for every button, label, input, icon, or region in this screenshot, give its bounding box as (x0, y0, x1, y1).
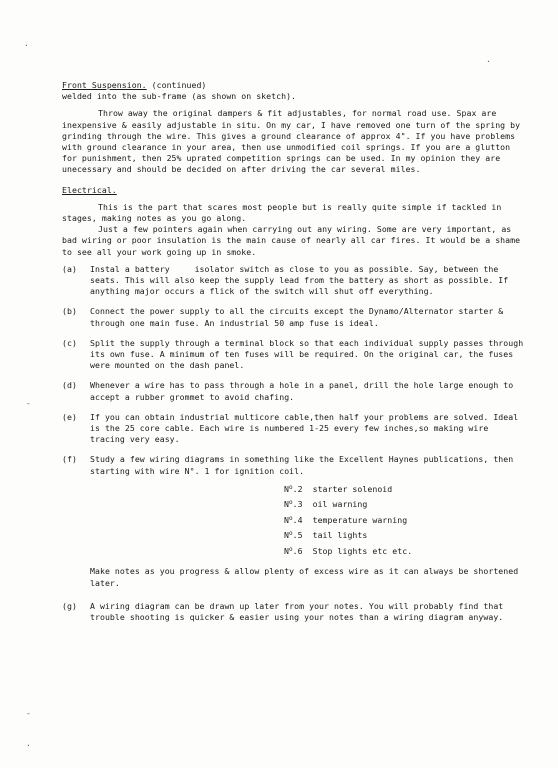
list-item (62, 454, 524, 476)
electrical-intro-2: Just a few pointers again when carrying out any wiring. Some are very important, as bad wiring or poor insulation is the main cause of nearly all car fires. It would be a shame to see all your work going up in smoke. (62, 224, 521, 257)
list-item (62, 412, 524, 446)
after-note: Make notes as you progress & allow plenty of excess wire as it can always be shortened later. (90, 566, 519, 588)
front-suspension-paragraph: Throw away the original dampers & fit adjustables, for normal road use. Spax are inexpensive & easily adjustable in situ. On my car, I have removed one turn of the spring by grinding through the wire. This gives a ground clearance of approx 4". If you have problems with ground clearance in your area, then use unmodified coil springs. If you are a glutton for punishment, then 25% uprated competition springs can be used. In my opinion they are unecessary and should be decided on after driving the car several miles. (62, 108, 521, 175)
margin-mark: · (24, 41, 29, 50)
wire-desc: temperature warning (312, 514, 408, 525)
list-item (62, 338, 524, 372)
wire-desc: oil warning (312, 499, 368, 510)
list-item-label: (f) (62, 454, 77, 465)
wire-desc: tail lights (312, 530, 368, 541)
list-item-text: A wiring diagram can be drawn up later from your notes. You will probably find that trouble shooting is quicker & easier using your notes than a wiring diagram anyway. (90, 600, 504, 622)
wire-row: $N^o.6$ Stop lights etc etc. (284, 545, 413, 556)
electrical-heading: Electrical. (62, 184, 117, 195)
list-item-label: (g) (62, 600, 77, 611)
wire-row: $N^o.3$ oil warning (284, 499, 368, 510)
list-item (62, 306, 524, 328)
list-item (62, 380, 524, 402)
list-item-label: (d) (62, 380, 77, 391)
list-item-label: (a) (62, 263, 77, 274)
list-item-label: (e) (62, 411, 77, 422)
wire-number-list (284, 481, 524, 559)
list-item (62, 601, 524, 623)
list-item-label: (b) (62, 306, 77, 317)
document-body (62, 80, 524, 632)
list-item-text: Instal a battery isolator switch as close to you as possible. Say, between the seats. This will also keep the supply lead from the battery as short as possible. If anything major occurs a flick of the switch will shut off everything. (90, 263, 514, 297)
margin-mark: · (26, 741, 31, 750)
wire-desc: starter solenoid (312, 483, 393, 494)
wire-row: $N^o.4$ temperature warning (284, 514, 408, 525)
heading-suffix: (continued) (146, 80, 207, 90)
margin-mark: · (486, 57, 491, 66)
list-item-label: (c) (62, 337, 77, 348)
margin-mark: - (26, 709, 31, 718)
wire-row: $N^o.2$ starter solenoid (284, 483, 393, 494)
wire-row: $N^o.5$ tail lights (284, 530, 368, 541)
list-item-text: Connect the power supply to all the circuits except the Dynamo/Alternator starter & through one main fuse. An industrial 50 amp fuse is ideal. (90, 306, 504, 328)
list-item-text: Study a few wiring diagrams in something like the Excellent Haynes publications, then starting with wire N°. 1 for ignition coil. (90, 454, 514, 476)
margin-mark: - (26, 399, 31, 408)
list-item (62, 264, 524, 298)
list-item-text: If you can obtain industrial multicore cable,then half your problems are solved. Ideal is the 25 core cable. Each wire is numbered 1-25 every few inches,so making wire tracing very easy. (90, 411, 519, 445)
list-item-text: Split the supply through a terminal block so that each individual supply passes through its own fuse. A minimum of ten fuses will be required. On the original car, the fuses were mounted on the dash panel. (90, 337, 524, 371)
electrical-intro-1: This is the part that scares most people but is really quite simple if tackled in stages, making notes as you go along. (62, 201, 502, 224)
list-item-text: Whenever a wire has to pass through a hole in a panel, drill the hole large enough to accept a rubber grommet to avoid chafing. (90, 380, 514, 402)
front-suspension-line: welded into the sub-frame (as shown on sketch). (62, 91, 297, 102)
wire-desc: Stop lights etc etc. (312, 545, 413, 556)
front-suspension-title: Front Suspension. (62, 80, 147, 90)
front-suspension-heading (62, 80, 524, 91)
